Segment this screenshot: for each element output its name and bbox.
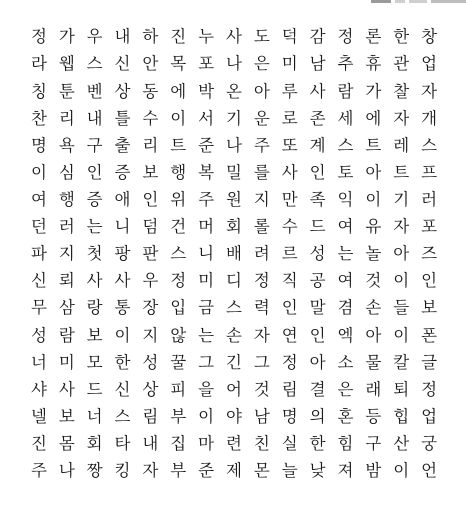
grid-cell: 러 (58, 217, 75, 237)
grid-cell: 인 (309, 325, 326, 345)
grid-cell: 스 (421, 135, 438, 155)
grid-cell: 연 (281, 325, 298, 345)
grid-cell: 엑 (337, 325, 354, 345)
grid-cell: 익 (337, 189, 354, 209)
grid-cell: 스 (337, 135, 354, 155)
grid-cell: 밀 (226, 162, 242, 182)
grid-cell: 폰 (421, 325, 438, 345)
grid-cell: 칼 (393, 352, 410, 372)
grid-cell: 인 (421, 271, 438, 291)
grid-cell: 리 (58, 108, 75, 128)
grid-cell: 는 (86, 217, 103, 237)
grid-cell: 하 (142, 27, 159, 47)
grid-cell: 를 (253, 162, 270, 182)
grid-cell: 랑 (86, 298, 103, 318)
grid-cell: 정 (253, 271, 270, 291)
grid-cell: 계 (309, 135, 326, 155)
grid-cell: 상 (114, 81, 131, 101)
grid-cell: 프 (421, 162, 438, 182)
grid-cell (415, 485, 443, 512)
grid-cell: 나 (226, 135, 242, 155)
grid-cell: 글 (421, 352, 438, 372)
grid-cell: 도 (253, 27, 270, 47)
grid-cell: 가 (58, 27, 75, 47)
grid-cell: 그 (198, 352, 215, 372)
grid-cell: 소 (337, 352, 354, 372)
grid-cell: 통 (114, 298, 131, 318)
grid-cell: 의 (309, 406, 326, 426)
grid-cell (109, 485, 137, 512)
grid-cell: 내 (114, 27, 131, 47)
grid-cell: 동 (142, 81, 159, 101)
grid-cell: 한 (309, 433, 326, 453)
grid-cell: 사 (309, 81, 326, 101)
grid-cell: 머 (198, 217, 215, 237)
grid-cell: 인 (86, 162, 103, 182)
grid-cell: 퇴 (393, 379, 410, 399)
grid-cell: 한 (114, 352, 131, 372)
grid-cell: 입 (170, 298, 187, 318)
grid-cell: 결 (309, 379, 326, 399)
grid-cell: 사 (114, 271, 131, 291)
grid-cell: 신 (114, 379, 131, 399)
grid-cell: 구 (86, 135, 103, 155)
grid-cell: 은 (337, 379, 354, 399)
grid-cell: 미 (198, 271, 215, 291)
grid-cell: 누 (198, 27, 215, 47)
grid-cell: 던 (30, 217, 47, 237)
grid-cell: 틀 (114, 108, 131, 128)
grid-cell (387, 485, 415, 512)
grid-cell: 스 (86, 54, 103, 74)
grid-cell: 이 (198, 406, 215, 426)
grid-cell: 무 (30, 298, 47, 318)
grid-cell: 우 (142, 271, 159, 291)
grid-cell: 존 (309, 108, 326, 128)
grid-cell: 낮 (309, 461, 326, 481)
grid-cell: 덤 (142, 217, 159, 237)
grid-cell: 가 (365, 81, 382, 101)
grid-cell: 한 (393, 27, 410, 47)
grid-cell: 행 (170, 162, 187, 182)
grid-cell: 공 (309, 271, 326, 291)
grid-cell: 너 (30, 352, 47, 372)
grid-cell: 자 (393, 108, 410, 128)
grid-cell: 파 (30, 244, 47, 264)
grid-cell (53, 485, 81, 512)
grid-cell: 람 (337, 81, 354, 101)
grid-cell: 몬 (253, 461, 270, 481)
grid-cell: 내 (86, 108, 103, 128)
grid-cell: 물 (365, 352, 382, 372)
grid-cell: 여 (337, 271, 354, 291)
grid-cell: 자 (142, 461, 159, 481)
grid-cell: 상 (142, 379, 159, 399)
grid-cell: 드 (309, 217, 326, 237)
grid-cell (192, 485, 220, 512)
grid-cell: 수 (281, 217, 298, 237)
grid-cell: 궁 (421, 433, 438, 453)
grid-cell: 온 (226, 81, 242, 101)
grid-cell: 산 (393, 433, 410, 453)
grid-cell: 미 (58, 352, 75, 372)
grid-cell: 회 (226, 217, 242, 237)
grid-cell: 우 (86, 27, 103, 47)
grid-cell: 모 (86, 352, 103, 372)
grid-cell: 명 (30, 135, 47, 155)
grid-cell: 남 (309, 54, 326, 74)
grid-cell: 힙 (393, 406, 410, 426)
grid-cell: 정 (337, 27, 354, 47)
grid-cell: 이 (393, 325, 410, 345)
grid-cell: 인 (309, 162, 326, 182)
grid-cell: 사 (58, 379, 75, 399)
grid-cell: 힘 (337, 433, 354, 453)
grid-cell: 스 (226, 298, 242, 318)
grid-cell: 자 (393, 217, 410, 237)
grid-cell: 그 (253, 352, 270, 372)
grid-cell: 또 (281, 135, 298, 155)
grid-cell: 꿀 (170, 352, 187, 372)
grid-cell (359, 485, 387, 512)
grid-cell: 너 (86, 406, 103, 426)
grid-cell: 정 (281, 352, 298, 372)
grid-cell: 정 (30, 27, 47, 47)
grid-cell: 스 (114, 406, 131, 426)
grid-cell: 것 (253, 379, 270, 399)
grid-cell: 몸 (58, 433, 75, 453)
grid-cell: 성 (142, 352, 159, 372)
grid-cell: 툰 (58, 81, 75, 101)
grid-cell: 인 (142, 189, 159, 209)
grid-cell: 이 (170, 108, 187, 128)
grid-cell: 넬 (30, 406, 47, 426)
grid-cell: 직 (281, 271, 298, 291)
grid-cell: 업 (421, 406, 438, 426)
grid-cell: 혼 (337, 406, 354, 426)
grid-cell: 들 (393, 298, 410, 318)
grid-cell: 진 (170, 27, 187, 47)
grid-cell: 늘 (281, 461, 298, 481)
grid-cell (81, 485, 109, 512)
grid-cell: 주 (30, 461, 47, 481)
grid-cell: 구 (365, 433, 382, 453)
grid-cell: 포 (198, 54, 215, 74)
grid-cell: 로 (281, 108, 298, 128)
grid-cell: 남 (253, 406, 270, 426)
grid-cell: 업 (421, 54, 438, 74)
grid-cell: 는 (198, 325, 215, 345)
grid-cell: 정 (421, 379, 438, 399)
grid-cell: 친 (253, 433, 270, 453)
grid-cell: 트 (170, 135, 187, 155)
grid-cell: 에 (170, 81, 187, 101)
grid-cell (248, 485, 276, 512)
grid-cell: 수 (142, 108, 159, 128)
grid-cell: 복 (198, 162, 215, 182)
grid-cell: 명 (281, 406, 298, 426)
grid-cell: 유 (365, 217, 382, 237)
grid-cell: 신 (30, 271, 47, 291)
grid-cell (332, 485, 360, 512)
grid-cell: 실 (281, 433, 298, 453)
grid-cell: 주 (253, 135, 270, 155)
grid-cell: 는 (337, 244, 354, 264)
grid-cell: 욕 (58, 135, 75, 155)
grid-cell: 박 (198, 81, 215, 101)
grid-cell: 짱 (86, 461, 103, 481)
grid-cell: 증 (86, 189, 103, 209)
grid-cell: 장 (142, 298, 159, 318)
grid-cell: 말 (309, 298, 326, 318)
grid-cell: 야 (226, 406, 242, 426)
grid-cell: 려 (253, 244, 270, 264)
grid-cell: 창 (421, 27, 438, 47)
grid-cell: 트 (365, 135, 382, 155)
grid-cell: 긴 (226, 352, 242, 372)
grid-cell: 지 (58, 244, 75, 264)
grid-cell: 겸 (337, 298, 354, 318)
grid-cell: 안 (142, 54, 159, 74)
grid-cell: 킹 (114, 461, 131, 481)
grid-cell (25, 485, 53, 512)
grid-cell: 미 (281, 54, 298, 74)
grid-cell: 기 (226, 108, 242, 128)
grid-cell: 휴 (365, 54, 382, 74)
grid-cell: 진 (30, 433, 47, 453)
grid-cell: 이 (30, 162, 47, 182)
grid-cell: 벤 (86, 81, 103, 101)
grid-cell: 금 (198, 298, 215, 318)
grid-cell: 회 (86, 433, 103, 453)
grid-cell: 위 (170, 189, 187, 209)
grid-cell: 증 (114, 162, 131, 182)
grid-cell: 즈 (421, 244, 438, 264)
grid-cell: 디 (226, 271, 242, 291)
grid-cell: 르 (281, 244, 298, 264)
grid-cell: 롤 (253, 217, 270, 237)
grid-cell: 람 (58, 325, 75, 345)
grid-cell: 출 (114, 135, 131, 155)
grid-cell: 은 (253, 54, 270, 74)
grid-cell: 밤 (365, 461, 382, 481)
grid-cell: 칭 (30, 81, 47, 101)
grid-cell: 트 (393, 162, 410, 182)
grid-cell: 여 (30, 189, 47, 209)
grid-cell: 포 (421, 217, 438, 237)
grid-cell: 샤 (30, 379, 47, 399)
grid-cell: 여 (337, 217, 354, 237)
grid-cell: 토 (337, 162, 354, 182)
grid-cell: 아 (365, 325, 382, 345)
grid-cell: 이 (393, 271, 410, 291)
grid-cell: 뢰 (58, 271, 75, 291)
grid-cell: 어 (226, 379, 242, 399)
grid-cell: 성 (309, 244, 326, 264)
letter-grid (25, 24, 443, 512)
grid-cell (164, 485, 192, 512)
grid-cell: 나 (58, 461, 75, 481)
grid-cell: 배 (226, 244, 242, 264)
grid-cell: 정 (170, 271, 187, 291)
grid-cell: 찰 (393, 81, 410, 101)
grid-cell: 찬 (30, 108, 47, 128)
grid-cell: 보 (421, 298, 438, 318)
edge-mark (395, 0, 405, 3)
grid-cell: 사 (86, 271, 103, 291)
grid-cell: 피 (170, 379, 187, 399)
grid-cell: 보 (58, 406, 75, 426)
grid-cell: 관 (393, 54, 410, 74)
grid-cell: 덕 (281, 27, 298, 47)
grid-cell: 추 (337, 54, 354, 74)
grid-cell: 원 (226, 189, 242, 209)
grid-cell: 을 (198, 379, 215, 399)
grid-cell: 리 (142, 135, 159, 155)
grid-cell: 첫 (86, 244, 103, 264)
grid-cell: 력 (253, 298, 270, 318)
grid-cell: 부 (170, 406, 187, 426)
grid-cell: 것 (365, 271, 382, 291)
grid-cell: 개 (421, 108, 438, 128)
grid-cell: 준 (198, 461, 215, 481)
grid-cell: 루 (281, 81, 298, 101)
grid-cell: 아 (309, 352, 326, 372)
grid-cell: 주 (198, 189, 215, 209)
grid-cell: 인 (281, 298, 298, 318)
grid-cell: 심 (58, 162, 75, 182)
grid-cell: 언 (421, 461, 438, 481)
grid-cell: 지 (253, 189, 270, 209)
grid-cell: 보 (86, 325, 103, 345)
grid-cell: 팡 (114, 244, 131, 264)
grid-cell: 레 (393, 135, 410, 155)
grid-cell: 제 (226, 461, 242, 481)
grid-cell: 보 (142, 162, 159, 182)
grid-cell (304, 485, 332, 512)
grid-cell: 감 (309, 27, 326, 47)
grid-cell: 이 (114, 325, 131, 345)
grid-cell (220, 485, 248, 512)
grid-cell: 세 (337, 108, 354, 128)
grid-cell: 이 (365, 189, 382, 209)
grid-cell: 내 (142, 433, 159, 453)
grid-cell: 마 (198, 433, 215, 453)
grid-cell (136, 485, 164, 512)
grid-cell: 래 (365, 379, 382, 399)
grid-cell: 타 (114, 433, 131, 453)
grid-cell: 목 (170, 54, 187, 74)
grid-cell: 집 (170, 433, 187, 453)
grid-cell: 놀 (365, 244, 382, 264)
grid-cell: 만 (281, 189, 298, 209)
grid-cell: 삼 (58, 298, 75, 318)
grid-cell: 웹 (58, 54, 75, 74)
grid-cell: 에 (365, 108, 382, 128)
grid-cell: 사 (281, 162, 298, 182)
grid-cell: 않 (170, 325, 187, 345)
grid-cell: 손 (226, 325, 242, 345)
grid-cell: 신 (114, 54, 131, 74)
grid-cell: 준 (198, 135, 215, 155)
grid-cell: 애 (114, 189, 131, 209)
grid-cell: 이 (393, 461, 410, 481)
grid-cell: 림 (142, 406, 159, 426)
grid-cell: 나 (226, 54, 242, 74)
grid-cell: 서 (198, 108, 215, 128)
grid-cell: 손 (365, 298, 382, 318)
grid-cell: 아 (253, 81, 270, 101)
grid-cell: 져 (337, 461, 354, 481)
grid-cell: 운 (253, 108, 270, 128)
grid-cell: 니 (198, 244, 215, 264)
edge-mark (431, 0, 466, 3)
grid-cell: 련 (226, 433, 242, 453)
grid-cell: 부 (170, 461, 187, 481)
grid-cell: 러 (421, 189, 438, 209)
grid-cell: 자 (421, 81, 438, 101)
grid-cell: 니 (114, 217, 131, 237)
grid-cell: 행 (58, 189, 75, 209)
grid-cell: 드 (86, 379, 103, 399)
grid-cell: 사 (226, 27, 242, 47)
grid-cell: 아 (365, 162, 382, 182)
grid-cell: 림 (281, 379, 298, 399)
edge-mark (409, 0, 427, 3)
grid-cell (276, 485, 304, 512)
grid-cell: 성 (30, 325, 47, 345)
grid-cell: 족 (309, 189, 326, 209)
grid-cell: 론 (365, 27, 382, 47)
grid-cell: 등 (365, 406, 382, 426)
grid-cell: 자 (253, 325, 270, 345)
grid-cell: 라 (30, 54, 47, 74)
grid-cell: 지 (142, 325, 159, 345)
grid-cell: 판 (142, 244, 159, 264)
grid-cell: 기 (393, 189, 410, 209)
grid-cell: 스 (170, 244, 187, 264)
grid-cell: 건 (170, 217, 187, 237)
grid-cell: 아 (393, 244, 410, 264)
top-edge-fragment (371, 0, 466, 8)
edge-mark (371, 0, 391, 3)
